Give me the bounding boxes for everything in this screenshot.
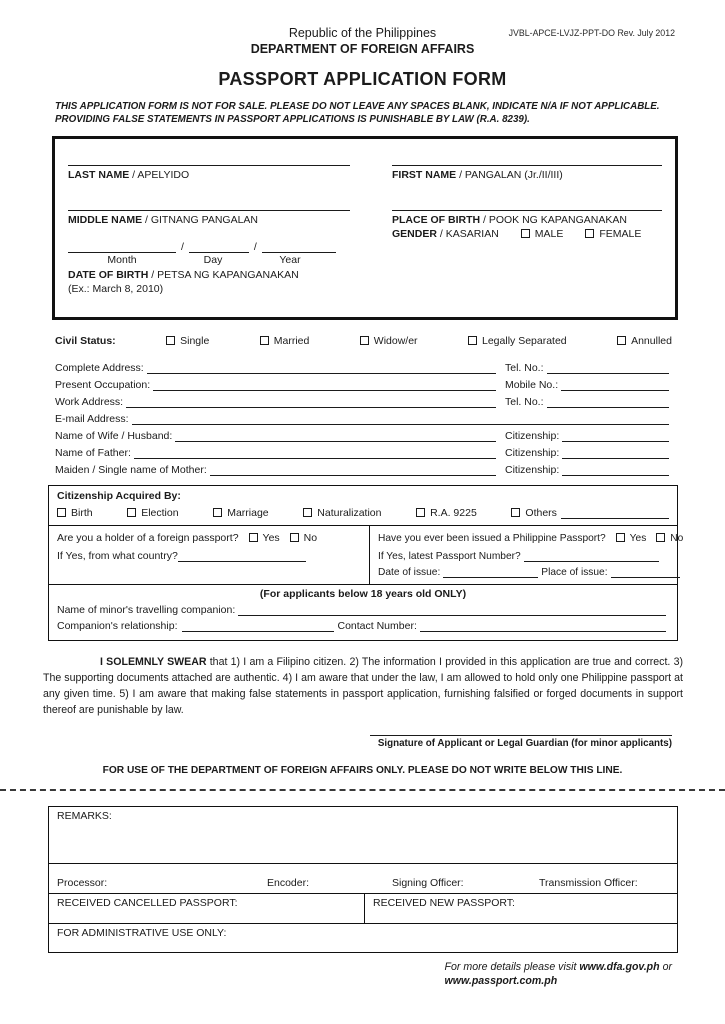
minor-section-heading: (For applicants below 18 years old ONLY)	[259, 588, 467, 600]
dob-year-input-line[interactable]	[262, 240, 336, 253]
complete-address-input-line[interactable]	[147, 361, 496, 374]
date-of-issue-label: Date of issue:	[378, 567, 441, 578]
signature-label: Signature of Applicant or Legal Guardian (for minor applicants)	[377, 738, 672, 749]
checkbox-legally-separated[interactable]: Legally Separated	[468, 335, 567, 347]
female-label: FEMALE	[599, 228, 642, 240]
naturalization-checkbox-icon	[303, 508, 312, 517]
republic-line: Republic of the Philippines	[288, 26, 437, 40]
checkbox-ph-no[interactable]: No	[656, 533, 683, 544]
dob-day-label: Day	[203, 254, 223, 266]
present-occupation-row	[55, 374, 672, 391]
father-name-input-line[interactable]	[134, 446, 496, 459]
place-of-issue-input-line[interactable]	[611, 565, 681, 578]
checkbox-widower[interactable]: Widow/er	[360, 335, 418, 347]
minor-companion-input-line[interactable]	[238, 603, 666, 616]
work-address-input-line[interactable]	[126, 395, 496, 408]
mother-citizenship-label: Citizenship:	[505, 464, 560, 476]
tel-no-label: Tel. No.:	[505, 362, 544, 374]
ph-yes-checkbox-icon	[616, 533, 625, 542]
foreign-country-input-line[interactable]	[178, 549, 306, 562]
spouse-name-input-line[interactable]	[175, 429, 496, 442]
admin-box	[48, 806, 678, 953]
checkbox-ph-yes[interactable]: Yes	[616, 533, 647, 544]
email-address-input-line[interactable]	[132, 412, 669, 425]
footer	[0, 960, 672, 988]
complete-address-label: Complete Address:	[55, 362, 144, 374]
foreign-no-checkbox-icon	[290, 533, 299, 542]
passport-questions-row	[49, 526, 684, 585]
checkbox-foreign-yes[interactable]: Yes	[249, 532, 280, 544]
checkbox-annulled[interactable]: Annulled	[617, 335, 672, 347]
dashed-cut-line	[0, 789, 725, 791]
checkbox-election[interactable]: Election	[127, 507, 178, 519]
widower-checkbox-icon	[360, 336, 369, 345]
mobile-no-input-line[interactable]	[561, 378, 669, 391]
companion-relationship-input-line[interactable]	[182, 619, 334, 632]
signature-input-line[interactable]	[370, 722, 672, 736]
checkbox-foreign-no[interactable]: No	[290, 532, 317, 544]
others-checkbox-icon	[511, 508, 520, 517]
personal-info-box	[52, 136, 678, 320]
philippine-passport-cell	[369, 526, 691, 584]
mother-name-row	[55, 459, 672, 476]
citizenship-box	[48, 485, 684, 641]
present-occupation-label: Present Occupation:	[55, 379, 151, 391]
dob-day-input-line[interactable]	[189, 240, 249, 253]
email-address-label: E-mail Address:	[55, 413, 129, 425]
latest-passport-number-label: If Yes, latest Passport Number?	[378, 551, 521, 562]
signature-block	[0, 722, 672, 749]
department-line: DEPARTMENT OF FOREIGN AFFAIRS	[250, 42, 475, 56]
minor-companion-label: Name of minor's travelling companion:	[57, 604, 236, 616]
form-header	[0, 0, 725, 126]
dob-month-label: Month	[107, 254, 137, 266]
dob-input-lines: / /	[68, 240, 368, 253]
marriage-checkbox-icon	[213, 508, 222, 517]
middle-name-input-line[interactable]	[68, 198, 350, 211]
checkbox-married[interactable]: Married	[260, 335, 310, 347]
foreign-passport-question: Are you a holder of a foreign passport?	[57, 532, 239, 544]
footer-text: For more details please visit www.dfa.gov.ph or www.passport.com.ph	[444, 961, 672, 987]
spouse-citizenship-label: Citizenship:	[505, 430, 560, 442]
mother-name-input-line[interactable]	[210, 463, 496, 476]
passport-website-link[interactable]: www.passport.com.ph	[444, 975, 558, 987]
dob-year-label: Year	[279, 254, 301, 266]
work-address-label: Work Address:	[55, 396, 124, 408]
first-name-input-line[interactable]	[392, 153, 662, 166]
personal-info-left-col	[68, 153, 368, 317]
male-checkbox-icon	[521, 229, 530, 238]
citizenship-heading: Citizenship Acquired By:	[57, 490, 181, 502]
spouse-citizenship-input-line[interactable]	[562, 429, 669, 442]
checkbox-naturalization[interactable]: Naturalization	[303, 507, 381, 519]
encoder-label: Encoder:	[267, 877, 310, 889]
checkbox-single[interactable]: Single	[166, 335, 209, 347]
checkbox-female[interactable]	[585, 228, 641, 240]
companion-contact-label: Contact Number:	[337, 620, 417, 632]
checkbox-ra9225[interactable]: R.A. 9225	[416, 507, 477, 519]
administrative-use-cell[interactable]: FOR ADMINISTRATIVE USE ONLY:	[57, 927, 227, 939]
foreign-country-label: If Yes, from what country?	[57, 550, 178, 562]
middle-name-label: MIDDLE NAME / GITNANG PANGALAN	[68, 214, 259, 226]
first-name-field	[392, 153, 662, 181]
father-name-label: Name of Father:	[55, 447, 131, 459]
middle-name-field	[68, 198, 368, 226]
annulled-checkbox-icon	[617, 336, 626, 345]
present-occupation-input-line[interactable]	[153, 378, 496, 391]
transmission-officer-label: Transmission Officer:	[539, 877, 638, 889]
date-of-issue-input-line[interactable]	[443, 565, 538, 578]
checkbox-marriage[interactable]: Marriage	[213, 507, 268, 519]
remarks-cell[interactable]	[49, 807, 677, 864]
dfa-use-only-notice: FOR USE OF THE DEPARTMENT OF FOREIGN AFFAIRS ONLY. PLEASE DO NOT WRITE BELOW THIS LINE.	[102, 765, 623, 776]
others-input-line[interactable]	[561, 506, 669, 519]
checkbox-male[interactable]	[521, 228, 564, 240]
gender-label: GENDER / KASARIAN	[392, 228, 499, 240]
last-name-field	[68, 153, 368, 181]
email-address-row	[55, 408, 672, 425]
foreign-yes-checkbox-icon	[249, 533, 258, 542]
father-name-row	[55, 442, 672, 459]
father-citizenship-input-line[interactable]	[562, 446, 669, 459]
mother-citizenship-input-line[interactable]	[562, 463, 669, 476]
citizenship-options-row	[49, 503, 677, 526]
checkbox-others[interactable]: Others	[511, 506, 669, 519]
place-of-birth-field	[392, 198, 662, 226]
male-label: MALE	[534, 228, 564, 240]
female-checkbox-icon	[585, 229, 594, 238]
place-of-birth-label: PLACE OF BIRTH / POOK NG KAPANGANAKAN	[392, 214, 627, 226]
not-for-sale-notice: THIS APPLICATION FORM IS NOT FOR SALE. PLEASE DO NOT LEAVE ANY SPACES BLANK, INDICATE N/A IF NOT APPLICABLE. PROVIDING FALSE STATEMENTS IN PASSPORT APPLICATIONS IS PUNISHABLE BY LAW (R.A. 8239).	[55, 101, 660, 125]
dob-part-labels	[68, 254, 368, 266]
single-checkbox-icon	[166, 336, 175, 345]
father-citizenship-label: Citizenship:	[505, 447, 560, 459]
birth-checkbox-icon	[57, 508, 66, 517]
legally-separated-checkbox-icon	[468, 336, 477, 345]
personal-info-right-col	[392, 153, 662, 317]
work-tel-no-label: Tel. No.:	[505, 396, 544, 408]
ph-no-checkbox-icon	[656, 533, 665, 542]
dob-label: DATE OF BIRTH / PETSA NG KAPANGANAKAN	[68, 269, 299, 281]
first-name-label: FIRST NAME / PANGALAN (Jr./II/III)	[392, 169, 563, 181]
dob-example: (Ex.: March 8, 2010)	[68, 283, 164, 295]
latest-passport-number-input-line[interactable]	[524, 549, 659, 562]
work-tel-no-input-line[interactable]	[547, 395, 669, 408]
signing-officer-label: Signing Officer:	[392, 877, 464, 889]
remarks-label: REMARKS:	[57, 810, 112, 822]
checkbox-birth[interactable]: Birth	[57, 507, 93, 519]
spouse-name-label: Name of Wife / Husband:	[55, 430, 173, 442]
civil-status-row	[55, 335, 672, 347]
dfa-website-link[interactable]: www.dfa.gov.ph	[579, 961, 660, 973]
place-of-birth-input-line[interactable]	[392, 198, 662, 211]
form-title: PASSPORT APPLICATION FORM	[218, 69, 507, 89]
oath-paragraph: I SOLEMNLY SWEAR that 1) I am a Filipino citizen. 2) The information I provided in this application are true and correct. 3) The supporting documents attached are authentic. 4) I am aware that under the law, I am allowed to hold only one Philippine passport at any given time. 5) I am aware that making false statements in passport application, furnishing falsified or forged documents in support thereof are punishable by law.	[43, 656, 683, 716]
minor-section	[49, 585, 677, 640]
companion-relationship-label: Companion's relationship:	[57, 620, 178, 632]
dob-month-input-line[interactable]	[68, 240, 176, 253]
last-name-label: LAST NAME / APELYIDO	[68, 169, 190, 181]
work-address-row	[55, 391, 672, 408]
mother-name-label: Maiden / Single name of Mother:	[55, 464, 207, 476]
gender-field	[392, 228, 662, 240]
place-of-issue-label: Place of issue:	[541, 567, 608, 578]
mobile-no-label: Mobile No.:	[505, 379, 559, 391]
tel-no-input-line[interactable]	[547, 361, 669, 374]
foreign-passport-cell	[49, 526, 369, 584]
received-cancelled-cell[interactable]: RECEIVED CANCELLED PASSPORT:	[57, 897, 238, 909]
civil-status-label: Civil Status:	[55, 335, 116, 347]
officers-row	[49, 864, 677, 893]
election-checkbox-icon	[127, 508, 136, 517]
form-revision-code: JVBL-APCE-LVJZ-PPT-DO Rev. July 2012	[508, 28, 675, 38]
date-of-birth-field	[68, 240, 368, 295]
complete-address-row	[55, 357, 672, 374]
received-new-cell[interactable]: RECEIVED NEW PASSPORT:	[364, 894, 677, 923]
married-checkbox-icon	[260, 336, 269, 345]
ra9225-checkbox-icon	[416, 508, 425, 517]
philippine-passport-question: Have you ever been issued a Philippine Passport?	[378, 532, 606, 544]
contact-section	[55, 357, 672, 476]
received-passport-row	[49, 893, 677, 924]
spouse-name-row	[55, 425, 672, 442]
processor-label: Processor:	[57, 877, 108, 889]
last-name-input-line[interactable]	[68, 153, 350, 166]
companion-contact-input-line[interactable]	[420, 619, 666, 632]
